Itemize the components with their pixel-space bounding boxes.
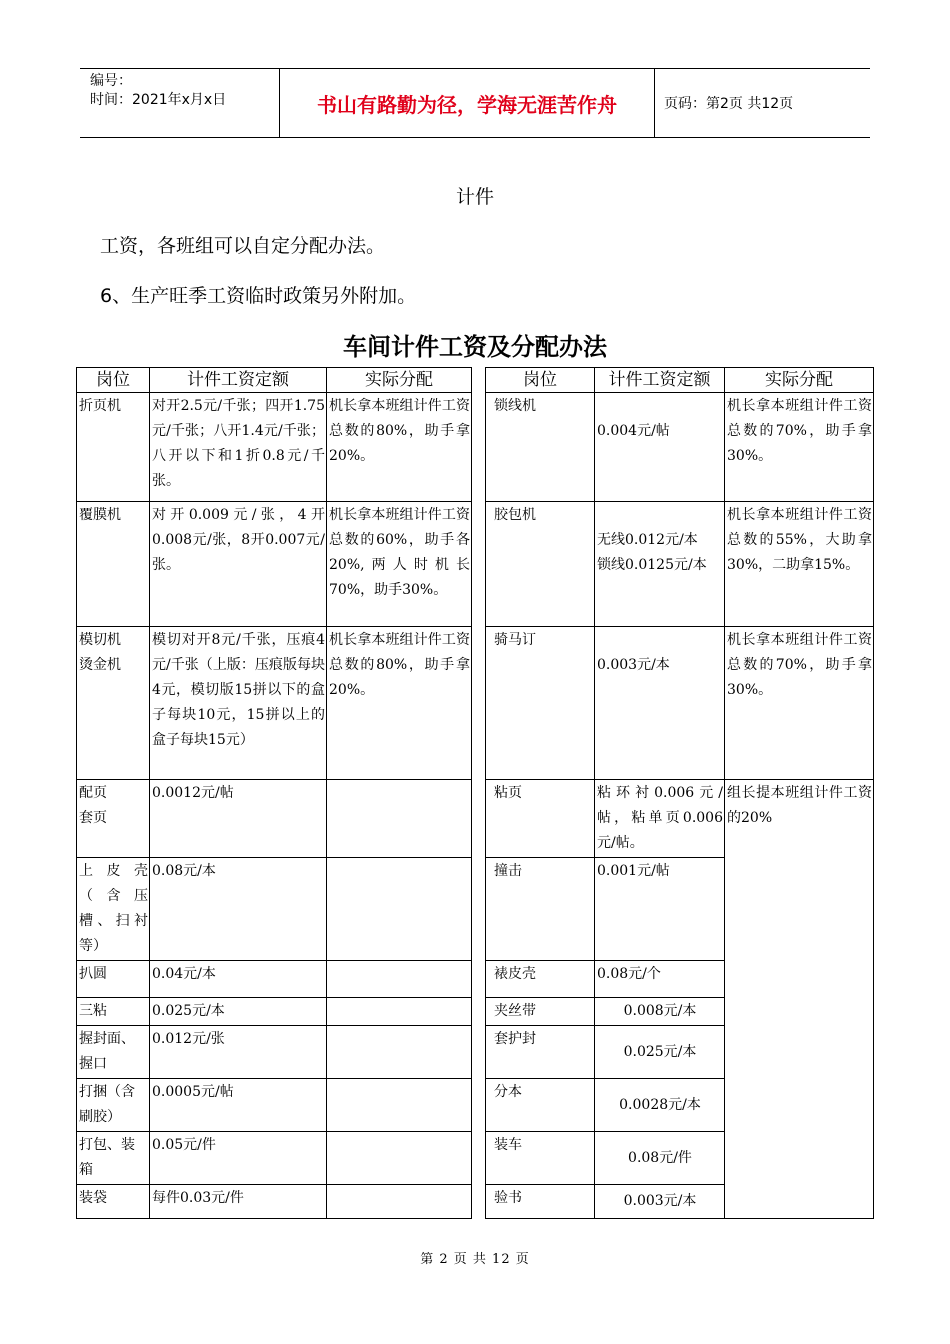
paragraph-2: 6、生产旺季工资临时政策另外附加。 xyxy=(100,285,417,307)
number-label: 编号： xyxy=(90,73,132,89)
quota-cell: 0.0012元/帖 xyxy=(150,780,327,858)
quota-cell-right: 0.08元/个 xyxy=(595,961,725,998)
quota-cell-right: 0.008元/本 xyxy=(595,998,725,1026)
dist-cell xyxy=(327,1185,472,1219)
quota-cell: 每件0.03元/件 xyxy=(150,1185,327,1219)
post-cell-right: 骑马订 xyxy=(486,627,595,780)
quota-cell: 对开0.009元/张，4开0.008元/张，8开0.007元/张。 xyxy=(150,502,327,627)
post-cell: 配页 套页 xyxy=(77,780,150,858)
column-gap xyxy=(472,368,486,1219)
header-post-right: 岗位 xyxy=(486,368,595,393)
dist-cell: 机长拿本班组计件工资总数的80%，助手拿20%。 xyxy=(327,393,472,502)
quota-cell: 对开2.5元/千张；四开1.75元/千张；八开1.4元/千张；八开以下和1折0.8元/千张。 xyxy=(150,393,327,502)
quota-cell: 0.012元/张 xyxy=(150,1026,327,1079)
header-page-number: 页码：第2页 共12页 xyxy=(664,96,794,112)
table-header-row xyxy=(77,368,874,393)
dist-cell xyxy=(327,858,472,961)
quota-cell-right: 0.001元/帖 xyxy=(595,858,725,961)
header-meta xyxy=(80,69,280,137)
dist-cell xyxy=(327,998,472,1026)
post-cell-right: 分本 xyxy=(486,1079,595,1132)
post-cell: 模切机 烫金机 xyxy=(77,627,150,780)
post-cell: 打包、装箱 xyxy=(77,1132,150,1185)
header-dist: 实际分配 xyxy=(327,368,472,393)
header-dist-right: 实际分配 xyxy=(725,368,874,393)
dist-cell xyxy=(327,780,472,858)
section-heading: 计件 xyxy=(455,186,494,208)
dist-cell-right: 机长拿本班组计件工资总数的70%，助手拿30%。 xyxy=(725,393,874,502)
header-post: 岗位 xyxy=(77,368,150,393)
dist-cell-right: 组长提本班组计件工资的20% xyxy=(725,780,874,1219)
quota-cell-right: 0.003元/本 xyxy=(595,1185,725,1219)
post-cell-right: 验书 xyxy=(486,1185,595,1219)
quota-cell-right: 无线0.012元/本 锁线0.0125元/本 xyxy=(595,502,725,627)
dist-cell xyxy=(327,961,472,998)
quota-cell: 0.05元/件 xyxy=(150,1132,327,1185)
quota-cell-right: 0.003元/本 xyxy=(595,627,725,780)
post-cell: 扒圆 xyxy=(77,961,150,998)
post-cell-right: 胶包机 xyxy=(486,502,595,627)
post-cell-right: 粘页 xyxy=(486,780,595,858)
dist-cell-right: 机长拿本班组计件工资总数的55%，大助拿30%，二助拿15%。 xyxy=(725,502,874,627)
document-header xyxy=(80,68,870,138)
quota-cell: 0.0005元/帖 xyxy=(150,1079,327,1132)
quota-cell-right: 0.0028元/本 xyxy=(595,1079,725,1132)
post-cell: 装袋 xyxy=(77,1185,150,1219)
header-quota: 计件工资定额 xyxy=(150,368,327,393)
quota-cell-right: 0.004元/帖 xyxy=(595,393,725,502)
post-cell-right: 套护封 xyxy=(486,1026,595,1079)
post-cell-right: 锁线机 xyxy=(486,393,595,502)
dist-cell xyxy=(327,1132,472,1185)
post-cell: 打捆（含刷胶） xyxy=(77,1079,150,1132)
quota-cell-right: 0.025元/本 xyxy=(595,1026,725,1079)
dist-cell: 机长拿本班组计件工资总数的60%，助手各20%,两人时机长70%，助手30%。 xyxy=(327,502,472,627)
post-cell: 上皮壳（含压槽、扫衬等） xyxy=(77,858,150,961)
table-title: 车间计件工资及分配办法 xyxy=(343,333,607,361)
quota-cell: 模切对开8元/千张，压痕4元/千张（上版：压痕版每块4元，模切版15拼以下的盒子每块10元，15拼以上的盒子每块15元） xyxy=(150,627,327,780)
post-cell: 覆膜机 xyxy=(77,502,150,627)
time-label: 时间：2021年x月x日 xyxy=(90,92,227,108)
post-cell: 三粘 xyxy=(77,998,150,1026)
paragraph-1: 工资，各班组可以自定分配办法。 xyxy=(100,235,386,257)
dist-cell xyxy=(327,1026,472,1079)
quota-cell: 0.04元/本 xyxy=(150,961,327,998)
dist-cell: 机长拿本班组计件工资总数的80%，助手拿20%。 xyxy=(327,627,472,780)
quota-cell: 0.08元/本 xyxy=(150,858,327,961)
dist-cell-right: 机长拿本班组计件工资总数的70%，助手拿30%。 xyxy=(725,627,874,780)
header-quota-right: 计件工资定额 xyxy=(595,368,725,393)
piece-wage-table xyxy=(76,367,874,1219)
post-cell: 折页机 xyxy=(77,393,150,502)
post-cell-right: 裱皮壳 xyxy=(486,961,595,998)
post-cell-right: 装车 xyxy=(486,1132,595,1185)
quota-cell: 0.025元/本 xyxy=(150,998,327,1026)
post-cell-right: 夹丝带 xyxy=(486,998,595,1026)
quota-cell-right: 粘环衬0.006元/帖，粘单页0.006元/帖。 xyxy=(595,780,725,858)
header-motto: 书山有路勤为径，学海无涯苦作舟 xyxy=(280,69,655,137)
dist-cell xyxy=(327,1079,472,1132)
post-cell-right: 撞击 xyxy=(486,858,595,961)
post-cell: 握封面、握口 xyxy=(77,1026,150,1079)
page-footer: 第 2 页 共 12 页 xyxy=(420,1252,530,1267)
quota-cell-right: 0.08元/件 xyxy=(595,1132,725,1185)
